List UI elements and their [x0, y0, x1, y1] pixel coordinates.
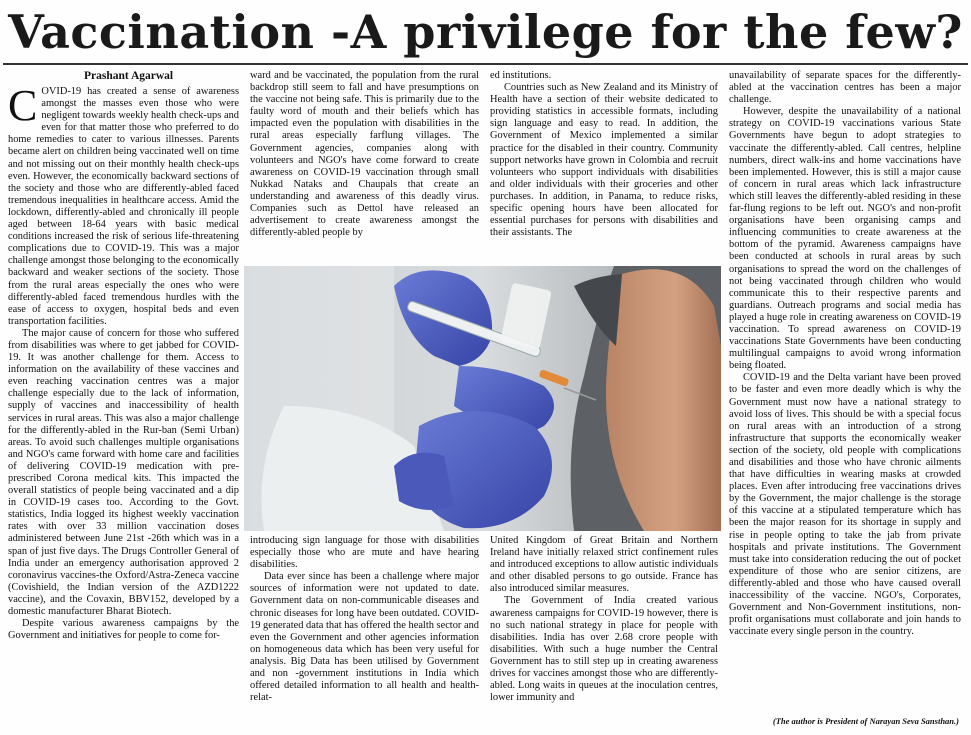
paragraph: introducing sign language for those with disabilities especially those who are mute and have hearing disabilities.	[250, 535, 479, 571]
column-2-top	[250, 70, 479, 266]
column-1	[8, 86, 239, 731]
column-4	[729, 70, 961, 720]
author-note: (The author is President of Narayan Seva Sansthan.)	[772, 716, 959, 726]
paragraph: COVID-19 has created a sense of awareness amongst the masses even those who were negligent towards weekly health check-ups and even for that matter those who preferred to do home remedies to cater to various illnesses. Parents became alert on children being vaccinated well on time and not missing out on their monthly health check-ups even. However, the economically backward sections of the society and those who are differently-abled faced tremendous inequalities in healthcare access. Amid the lockdown, differently-abled and chronically ill people aged between 18-64 years with basic medical conditions increased the risk of serious life-threatening complications due to COVID-19. This was a major challenge amongst those belonging to the economically backward and weaker sections of the society. Those from the rural areas especially the ones who were differently-abled faced tremendous hurdles with the ease of access to oxygen, hospital beds and even transportation facilities.	[8, 86, 239, 327]
paragraph: unavailability of separate spaces for the differently-abled at the vaccination centres has been a major challenge.	[729, 70, 961, 106]
paragraph: However, despite the unavailability of a national strategy on COVID-19 vaccinations various State Governments have begun to adopt strategies to vaccinate the differently-abled. Call centres, helpline numbers, direct walk-ins and home vaccinations have been implemented. However, this is still a major cause of concern in rural areas which lack infrastructure which still leaves the differently-abled residing in these far-flung regions to be left out. NGO's and non-profit organisations have been organising camps and influencing communities to create awareness at the bottom of the pyramid. Awareness campaigns have been conducted at schools in rural areas by such organisations to spread the word on the challenges of not being vaccinated through children who would communicate this to their respective parents and guardians. Outreach programs and social media has played a huge role in creating awareness on COVID-19 vaccination. To spread awareness on COVID-19 vaccinations State Governments have been conducting multilingual campaigns to avoid wrong information being floated.	[729, 106, 961, 372]
paragraph: The major cause of concern for those who suffered from disabilities was where to get jabbed for COVID-19. It was another challenge for them. Access to information on the availability of these vaccines and even reaching vaccination centres was a major challenge especially due to the lack of information, supply of vaccines and inaccessibility of health services in rural areas. This was also a major challenge for the differently-abled in the Rur-ban (Semi Urban) areas. To avoid such challenges multiple organisations and NGO's came forward with home care and facilities of delivering COVID-19 medication with pre-prescribed Corona medical kits. This impacted the overall statistics of people being vaccinated and a dip in COVID-19 cases too. According to the Govt. statistics, India logged its highest weekly vaccination rates with over 33 million vaccination doses administered between June 21st -26th which was in a span of just five days. The Drugs Controller General of India under an emergency authorisation approved 2 coronavirus vaccines-the Oxford/Astra-Zeneca vaccine (Covishield, the Indian version of the AZD1222 vaccine), and the Covaxin, BBV152, developed by a domestic manufacturer Bharat Biotech.	[8, 327, 239, 618]
paragraph: ward and be vaccinated, the population from the rural backdrop still seem to fall and have presumptions on the vaccine not being safe. This is primarily due to the faulty word of mouth and their beliefs which has impacted even the population with disabilities in the rural areas especially farflung villages. The Government agencies, companies along with volunteers and NGO's have come forward to create awareness on COVID-19 vaccination through small Nukkad Nataks and Chaupals that create an understanding and awareness of this deadly virus. Companies such as Dettol have released an advertisement to create awareness amongst the differently-abled people by	[250, 70, 479, 239]
paragraph: Data ever since has been a challenge where major sources of information were not updated to date. Government data on non-communicable diseases and chronic diseases for long have been outdated. COVID-19 generated data that has offered the health sector and even the Government and other agencies information on homogeneous data which has been very useful for analysis. Big Data has been utilised by Government and non -government institutions in India which offered detailed information to all health and health-relat-	[250, 571, 479, 704]
column-3-bottom	[490, 535, 718, 731]
drop-cap: C	[8, 86, 38, 130]
paragraph: United Kingdom of Great Britain and Northern Ireland have initially relaxed strict confinement rules and introduced exceptions to allow autistic individuals and other disabled persons to go outside. France has also introduced similar measures.	[490, 535, 718, 595]
headline-rule	[3, 63, 968, 65]
headline: Vaccination -A privilege for the few?	[8, 5, 963, 59]
column-2-bottom	[250, 535, 479, 731]
byline: Prashant Agarwal	[84, 70, 174, 82]
paragraph: Despite various awareness campaigns by the Government and initiatives for people to come for-	[8, 618, 239, 642]
column-3-top	[490, 70, 718, 266]
paragraph: Countries such as New Zealand and its Ministry of Health have a section of their website dedicated to providing statistics in accessible formats, including sign language and easy to read. In addition, the Government of Mexico implemented a similar practice for the disabled in their country. Community support networks have grown in Colombia and recruit volunteers who support individuals with disabilities and older individuals with their groceries and other purchases. In addition, in Panama, to reduce risks, specific opening hours have been allocated for essential purchases for persons with disabilities and their assistants. The	[490, 82, 718, 239]
paragraph: ed institutions.	[490, 70, 552, 81]
paragraph: The Government of India created various awareness campaigns for COVID-19 however, there is no such national strategy in place for people with disabilities. India has over 2.68 crore people with disabilities. With such a huge number the Central Government has to still step up in creating awareness drives for vaccines amongst those who are differently-abled. Long waits in queues at the inoculation centres, lower immunity and	[490, 595, 718, 704]
paragraph: COVID-19 and the Delta variant have been proved to be faster and even more deadly which is why the Government must now have a national strategy to avoid loss of lives. This should be with a special focus on rural areas with an introduction of a strong infrastructure that supports the economically weaker section of the society, old people with complications and disabilities and those who have chronic ailments that have difficulties in wearing masks at crowded places. Even after introducing free vaccinations drives by the Government, the major challenge is the storage of this vaccine at a stipulated temperature which has been the major reason for its shortage in supply and rise in people opting to take the jab from private hospitals and private institutions. The Government must take into consideration reducing the out of pocket expenditure of those who are senior citizens, are differently-abled and those who have caused overall inaccessibility of the vaccine. NGO's, Corporates, Government and Non-Government institutions, non-profit organisations must collaborate and join hands to vaccinate every single person in the country.	[729, 372, 961, 638]
vaccination-photo	[244, 266, 721, 531]
